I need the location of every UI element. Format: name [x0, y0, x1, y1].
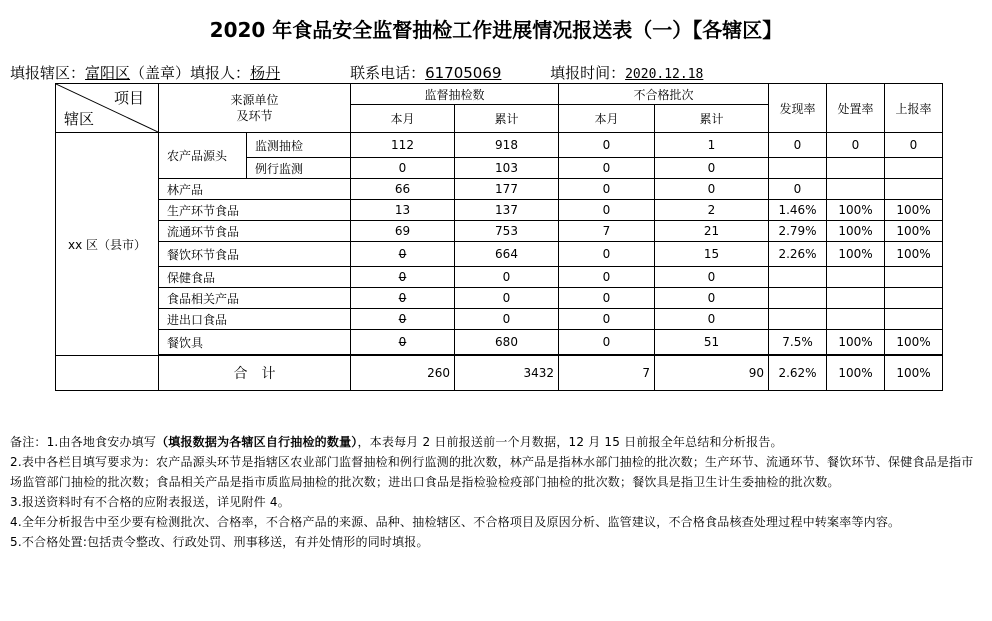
- cell-handle-rate[interactable]: [827, 288, 885, 309]
- table-row: [56, 288, 943, 309]
- total-report-rate[interactable]: 100%: [885, 356, 943, 391]
- time-value[interactable]: 2020.12.18: [625, 67, 704, 82]
- total-unq-month[interactable]: 7: [559, 356, 655, 391]
- cell-unq-cumulative[interactable]: 21: [655, 221, 769, 242]
- cell-month[interactable]: 0: [351, 330, 455, 355]
- header-month-unq: 本月: [559, 105, 655, 133]
- row-name: 流通环节食品: [159, 221, 351, 242]
- cell-cumulative[interactable]: 103: [455, 158, 559, 179]
- cell-detect-rate[interactable]: 1.46%: [769, 200, 827, 221]
- total-row: [56, 356, 943, 391]
- cell-detect-rate[interactable]: 2.26%: [769, 242, 827, 267]
- table-row: [56, 221, 943, 242]
- note-5: 5.不合格处置:包括责令整改、行政处罚、刑事移送，有并处情形的同时填报。: [10, 535, 429, 549]
- cell-unq-cumulative[interactable]: 0: [655, 267, 769, 288]
- table-row: [56, 179, 943, 200]
- cell-report-rate[interactable]: [885, 288, 943, 309]
- header-cumulative: 累计: [455, 105, 559, 133]
- cell-unq-cumulative[interactable]: 15: [655, 242, 769, 267]
- cell-unq-month[interactable]: 0: [559, 309, 655, 330]
- cell-detect-rate[interactable]: [769, 158, 827, 179]
- cell-detect-rate[interactable]: 0: [769, 133, 827, 158]
- cell-cumulative[interactable]: 753: [455, 221, 559, 242]
- total-unq-cumulative[interactable]: 90: [655, 356, 769, 391]
- table-row: [56, 267, 943, 288]
- cell-month[interactable]: 0: [351, 242, 455, 267]
- total-detect-rate[interactable]: 2.62%: [769, 356, 827, 391]
- cell-unq-month[interactable]: 0: [559, 179, 655, 200]
- cell-cumulative[interactable]: 0: [455, 288, 559, 309]
- cell-handle-rate[interactable]: 0: [827, 133, 885, 158]
- cell-unq-month[interactable]: 0: [559, 200, 655, 221]
- row-name: 林产品: [159, 179, 351, 200]
- phone-label: 联系电话：: [350, 64, 426, 82]
- cell-report-rate[interactable]: [885, 158, 943, 179]
- cell-handle-rate[interactable]: 100%: [827, 221, 885, 242]
- cell-unq-month[interactable]: 0: [559, 158, 655, 179]
- row-name: 进出口食品: [159, 309, 351, 330]
- header-report-rate: 上报率: [885, 84, 943, 133]
- header-month: 本月: [351, 105, 455, 133]
- reporter-label: 填报人：: [190, 64, 251, 82]
- header-source: 来源单位 及环节: [159, 84, 351, 133]
- cell-unq-cumulative[interactable]: 0: [655, 288, 769, 309]
- cell-cumulative[interactable]: 680: [455, 330, 559, 355]
- header-district: 辖区: [64, 110, 95, 128]
- cell-report-rate[interactable]: 0: [885, 133, 943, 158]
- cell-cumulative[interactable]: 177: [455, 179, 559, 200]
- cell-unq-month[interactable]: 0: [559, 133, 655, 158]
- stamp-label: （盖章）: [130, 64, 191, 82]
- cell-handle-rate[interactable]: 100%: [827, 330, 885, 355]
- cell-cumulative[interactable]: 0: [455, 267, 559, 288]
- header-cumulative-unq: 累计: [655, 105, 769, 133]
- cell-unq-month[interactable]: 0: [559, 330, 655, 355]
- cell-unq-month[interactable]: 0: [559, 267, 655, 288]
- cell-unq-cumulative[interactable]: 1: [655, 133, 769, 158]
- cell-report-rate[interactable]: [885, 267, 943, 288]
- cell-handle-rate[interactable]: 100%: [827, 242, 885, 267]
- header-item: 项目: [113, 89, 144, 107]
- cell-cumulative[interactable]: 664: [455, 242, 559, 267]
- cell-unq-cumulative[interactable]: 2: [655, 200, 769, 221]
- note-1: 备注：1.由各地食安办填写（填报数据为各辖区自行抽检的数量），本表每月 2 日前报送前一个月数据，12 月 15 日前报全年总结和分析报告。: [10, 435, 783, 449]
- cell-month[interactable]: 0: [351, 158, 455, 179]
- note-2: 2.表中各栏目填写要求为：农产品源头环节是指辖区农业部门监督抽检和例行监测的批次数，林产品是指林水部门抽检的批次数；生产环节、流通环节、餐饮环节、保健食品是指市场监管部门抽检的批次数；食品相关产品是指市质监局抽检的批次数；进出口食品是指检验检疫部门抽检的批次数；餐饮具是指卫生计生委抽检的批次数。: [10, 455, 974, 489]
- header-handle-rate: 处置率: [827, 84, 885, 133]
- cell-unq-cumulative[interactable]: 0: [655, 179, 769, 200]
- cell-report-rate[interactable]: 100%: [885, 242, 943, 267]
- cell-month[interactable]: 0: [351, 267, 455, 288]
- phone-value[interactable]: 61705069: [425, 64, 502, 82]
- cell-unq-month[interactable]: 7: [559, 221, 655, 242]
- cell-month[interactable]: 13: [351, 200, 455, 221]
- table-row: [56, 133, 943, 158]
- row-name: 保健食品: [159, 267, 351, 288]
- table-row: [56, 330, 943, 355]
- cell-detect-rate[interactable]: 2.79%: [769, 221, 827, 242]
- notes-section: [10, 432, 985, 552]
- report-info-line: [10, 62, 703, 83]
- row-name: 食品相关产品: [159, 288, 351, 309]
- cell-report-rate[interactable]: [885, 179, 943, 200]
- time-label: 填报时间：: [550, 64, 626, 82]
- cell-detect-rate[interactable]: 7.5%: [769, 330, 827, 355]
- row-name: 生产环节食品: [159, 200, 351, 221]
- cell-month[interactable]: 112: [351, 133, 455, 158]
- cell-report-rate[interactable]: 100%: [885, 330, 943, 355]
- total-handle-rate[interactable]: 100%: [827, 356, 885, 391]
- cell-handle-rate[interactable]: [827, 158, 885, 179]
- page-title: 2020 年食品安全监督抽检工作进展情况报送表（一）【各辖区】: [209, 18, 783, 42]
- table-row: [56, 200, 943, 221]
- cell-detect-rate[interactable]: 0: [769, 179, 827, 200]
- note-3: 3.报送资料时有不合格的应附表报送，详见附件 4。: [10, 495, 290, 509]
- total-label: 合 计: [159, 356, 351, 391]
- cell-report-rate[interactable]: 100%: [885, 221, 943, 242]
- cell-month[interactable]: 66: [351, 179, 455, 200]
- cell-cumulative[interactable]: 918: [455, 133, 559, 158]
- total-blank: [56, 356, 159, 391]
- region-cell: xx 区（县市）: [56, 133, 159, 356]
- cell-handle-rate[interactable]: [827, 267, 885, 288]
- cell-cumulative[interactable]: 137: [455, 200, 559, 221]
- cell-unq-month[interactable]: 0: [559, 288, 655, 309]
- row-name: 餐饮环节食品: [159, 242, 351, 267]
- cell-unq-cumulative[interactable]: 0: [655, 158, 769, 179]
- cell-handle-rate[interactable]: 100%: [827, 200, 885, 221]
- agri-group-cell: 农产品源头: [159, 133, 247, 179]
- row-name: 例行监测: [247, 158, 351, 179]
- district-value[interactable]: 富阳区: [85, 64, 131, 82]
- reporter-value[interactable]: 杨丹: [250, 64, 281, 82]
- header-corner: [56, 84, 159, 133]
- cell-unq-month[interactable]: 0: [559, 242, 655, 267]
- cell-detect-rate[interactable]: [769, 309, 827, 330]
- header-detect-rate: 发现率: [769, 84, 827, 133]
- total-month[interactable]: 260: [351, 356, 455, 391]
- cell-detect-rate[interactable]: [769, 267, 827, 288]
- note-4: 4.全年分析报告中至少要有检测批次、合格率，不合格产品的来源、品种、抽检辖区、不合格项目及原因分析、监管建议，不合格食品核查处理过程中转案率等内容。: [10, 515, 901, 529]
- cell-handle-rate[interactable]: [827, 179, 885, 200]
- row-name: 餐饮具: [159, 330, 351, 355]
- cell-report-rate[interactable]: 100%: [885, 200, 943, 221]
- table-row: [56, 309, 943, 330]
- cell-month[interactable]: 0: [351, 309, 455, 330]
- cell-detect-rate[interactable]: [769, 288, 827, 309]
- cell-unq-cumulative[interactable]: 51: [655, 330, 769, 355]
- cell-cumulative[interactable]: 0: [455, 309, 559, 330]
- total-cumulative[interactable]: 3432: [455, 356, 559, 391]
- header-unqualified: 不合格批次: [559, 84, 769, 105]
- cell-handle-rate[interactable]: [827, 309, 885, 330]
- district-label: 填报辖区：: [10, 64, 86, 82]
- table-row: [56, 242, 943, 267]
- cell-unq-cumulative[interactable]: 0: [655, 309, 769, 330]
- cell-month[interactable]: 0: [351, 288, 455, 309]
- inspection-table: [55, 83, 943, 391]
- cell-month[interactable]: 69: [351, 221, 455, 242]
- row-name: 监测抽检: [247, 133, 351, 158]
- header-inspection: 监督抽检数: [351, 84, 559, 105]
- cell-report-rate[interactable]: [885, 309, 943, 330]
